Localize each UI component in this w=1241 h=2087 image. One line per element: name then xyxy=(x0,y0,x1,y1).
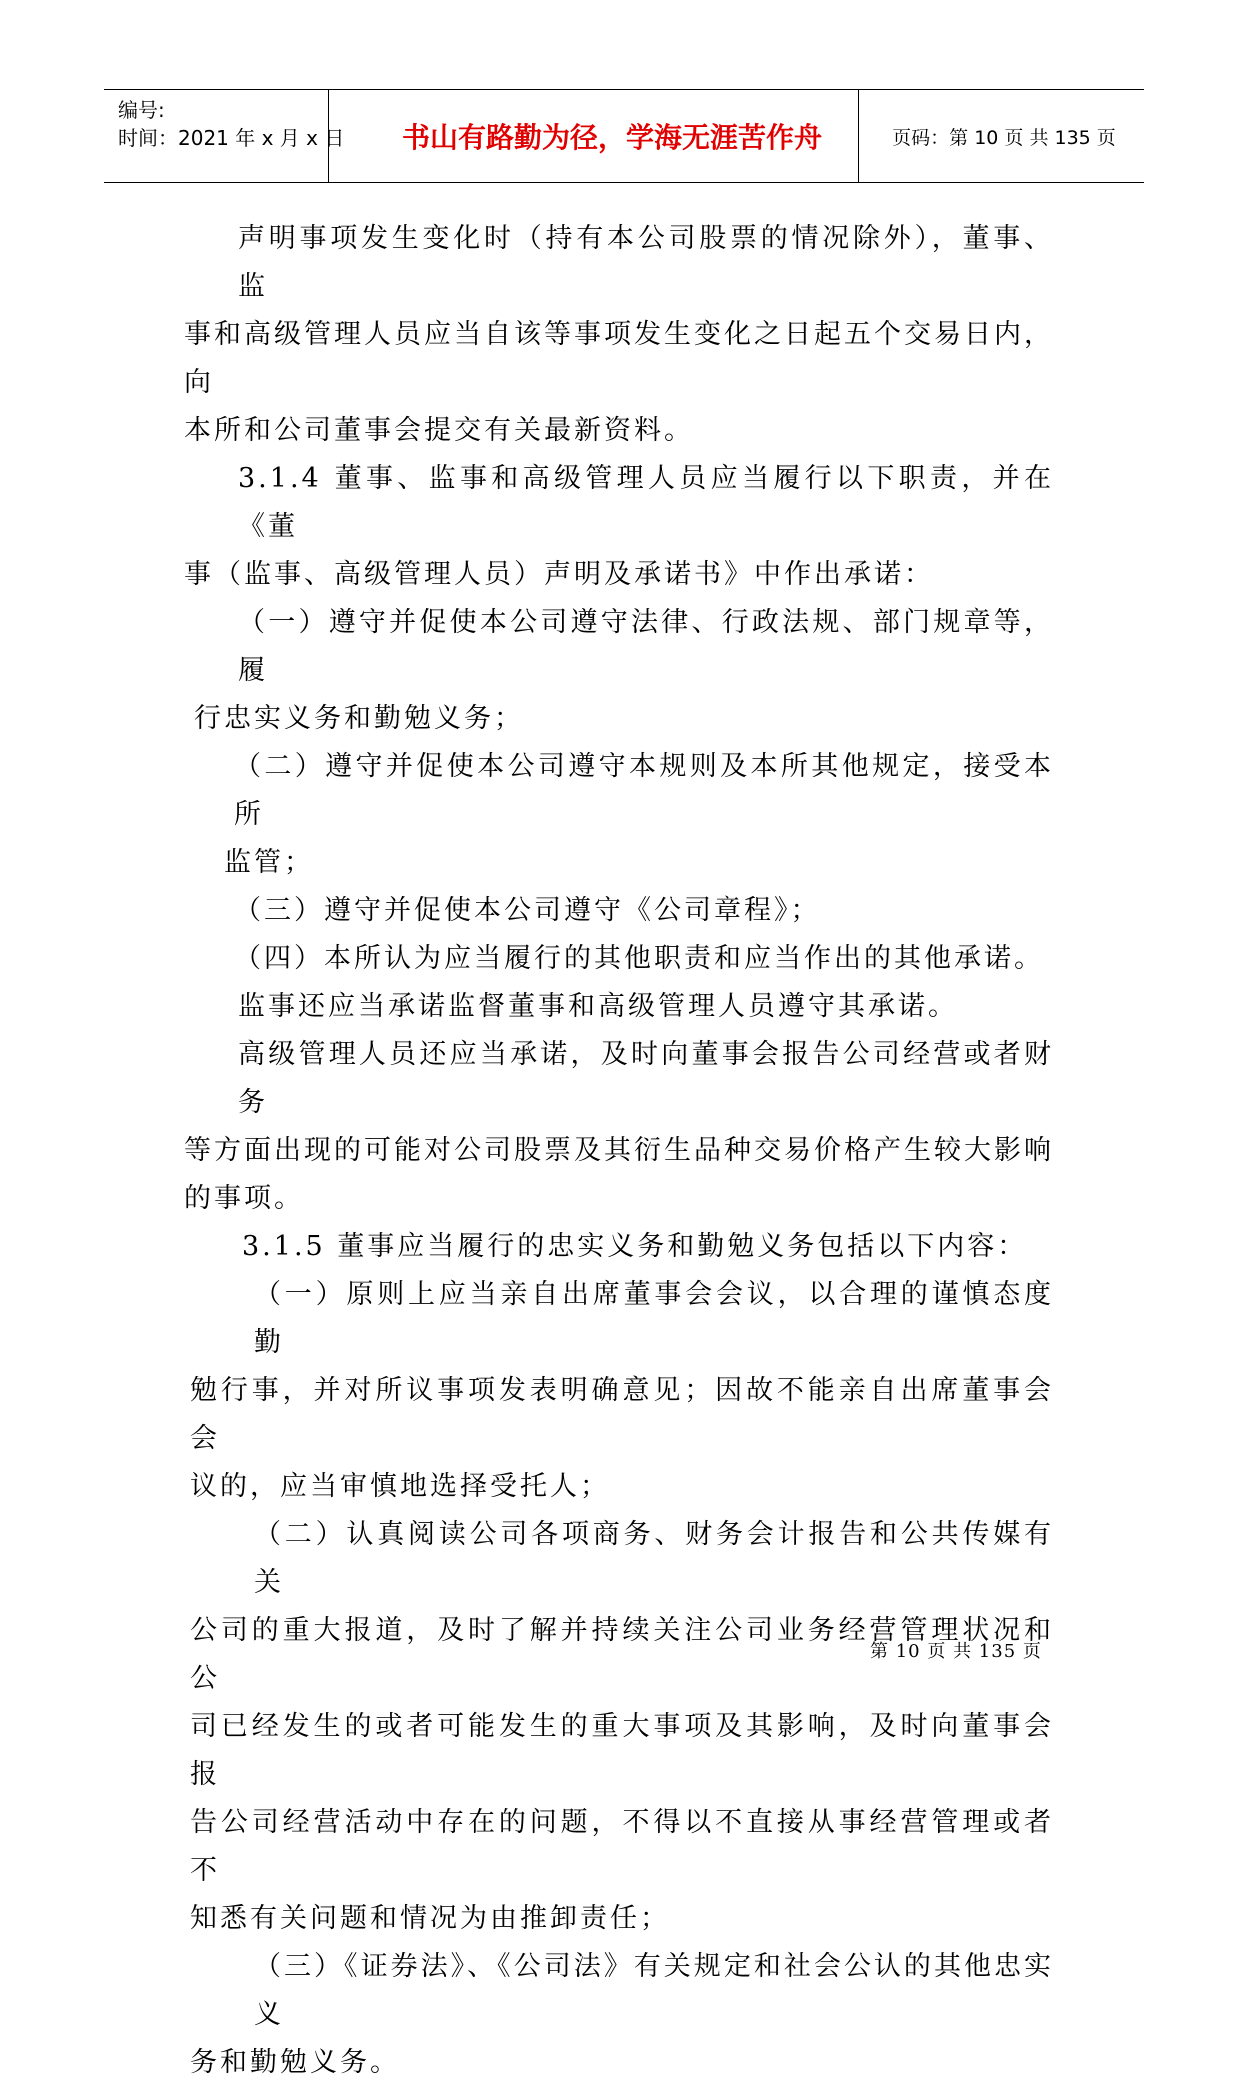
text-line: 知悉有关问题和情况为由推卸责任； xyxy=(190,1903,670,1934)
text-line: 告公司经营活动中存在的问题，不得以不直接从事经营管理或者不 xyxy=(190,1807,1054,1886)
header-divider-right xyxy=(858,90,859,182)
text-line: （三）《证券法》、《公司法》有关规定和社会公认的其他忠实义 xyxy=(254,1951,1054,2030)
text-line: 3.1.4 董事、监事和高级管理人员应当履行以下职责，并在《董 xyxy=(238,463,1054,542)
page-footer: 第 10 页 共 135 页 xyxy=(870,1641,1042,1662)
text-line: （四）本所认为应当履行的其他职责和应当作出的其他承诺。 xyxy=(234,943,1044,974)
header-page-label: 页码：第 10 页 共 135 页 xyxy=(892,126,1116,149)
text-line: 高级管理人员还应当承诺，及时向董事会报告公司经营或者财务 xyxy=(238,1039,1054,1118)
header-divider-left xyxy=(328,90,329,182)
text-line: 司已经发生的或者可能发生的重大事项及其影响，及时向董事会报 xyxy=(190,1711,1054,1790)
text-line: 勉行事，并对所议事项发表明确意见；因故不能亲自出席董事会会 xyxy=(190,1375,1054,1454)
text-line: （二）遵守并促使本公司遵守本规则及本所其他规定，接受本所 xyxy=(234,751,1054,830)
number-label: 编号: xyxy=(118,98,165,122)
text-line: 本所和公司董事会提交有关最新资料。 xyxy=(184,415,694,446)
text-line: 监事还应当承诺监督董事和高级管理人员遵守其承诺。 xyxy=(238,991,958,1022)
text-line: （三）遵守并促使本公司遵守《公司章程》； xyxy=(234,895,821,926)
time-label: 时间：2021 年 x 月 x 日 xyxy=(118,126,345,150)
text-line: 议的，应当审慎地选择受托人； xyxy=(190,1471,610,1502)
text-line: 声明事项发生变化时（持有本公司股票的情况除外），董事、监 xyxy=(238,223,1054,302)
text-line: （一）遵守并促使本公司遵守法律、行政法规、部门规章等，履 xyxy=(238,607,1054,686)
text-line: 行忠实义务和勤勉义务； xyxy=(194,703,524,734)
text-line: 事和高级管理人员应当自该等事项发生变化之日起五个交易日内，向 xyxy=(184,319,1054,398)
document-header xyxy=(104,89,1144,183)
text-line: （二）认真阅读公司各项商务、财务会计报告和公共传媒有关 xyxy=(254,1519,1054,1598)
text-line: 务和勤勉义务。 xyxy=(190,2047,400,2078)
text-line: 事（监事、高级管理人员）声明及承诺书》中作出承诺： xyxy=(184,559,934,590)
text-line: （一）原则上应当亲自出席董事会会议，以合理的谨慎态度勤 xyxy=(254,1279,1054,1358)
text-line: 等方面出现的可能对公司股票及其衍生品种交易价格产生较大影响 xyxy=(184,1135,1054,1166)
text-line: 公司的重大报道，及时了解并持续关注公司业务经营管理状况和公 xyxy=(190,1615,1054,1694)
text-line: 3.1.5 董事应当履行的忠实义务和勤勉义务包括以下内容： xyxy=(242,1231,1028,1262)
document-body xyxy=(184,215,1054,2087)
text-line: 监管； xyxy=(224,847,314,878)
header-meta xyxy=(118,96,344,152)
header-motto: 书山有路勤为径，学海无涯苦作舟 xyxy=(401,121,822,154)
text-line: 的事项。 xyxy=(184,1183,304,1214)
